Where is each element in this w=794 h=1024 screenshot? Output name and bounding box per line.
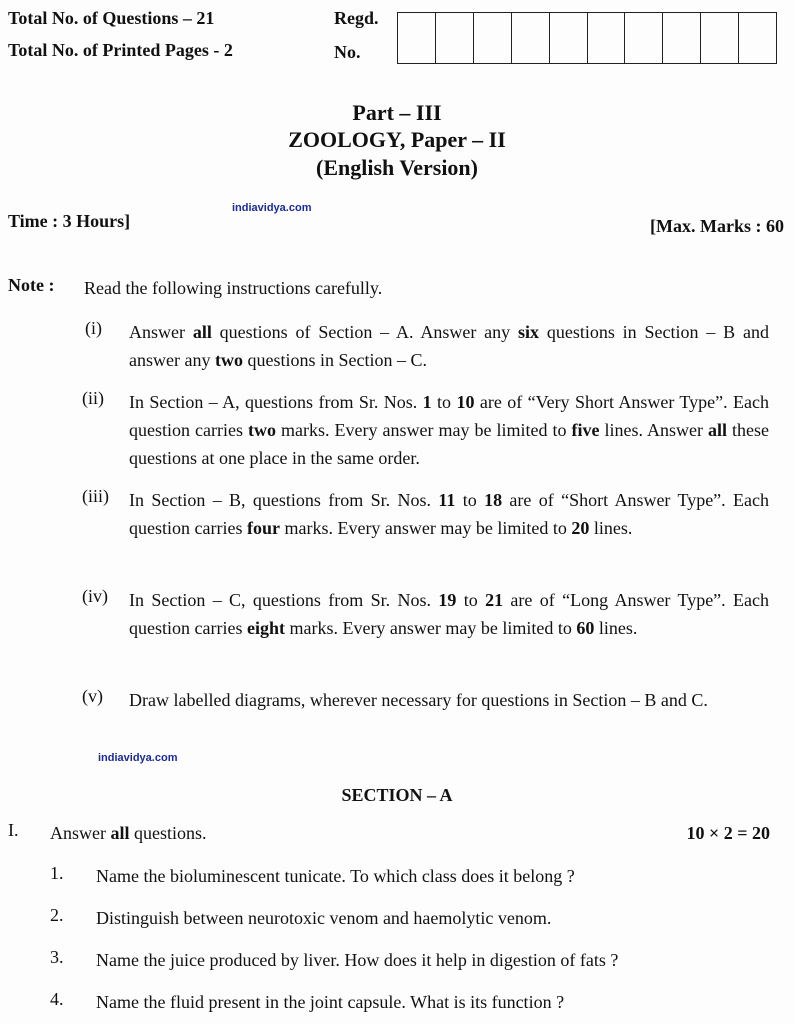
regd-box	[512, 13, 550, 63]
bold-term: four	[246, 518, 280, 538]
bold-term: 20	[571, 518, 590, 538]
bold-term: all	[192, 322, 212, 342]
note-item-num: (i)	[85, 318, 102, 338]
text-run: are of “Short Answer Type”. Each question carries	[129, 490, 769, 538]
note-item-num: (v)	[82, 686, 103, 706]
total-questions: Total No. of Questions – 21	[8, 8, 215, 28]
text-run: to	[431, 392, 457, 412]
regd-box	[474, 13, 512, 63]
text-run: questions in Section – B and answer any	[129, 322, 769, 370]
question-text: Distinguish between neurotoxic venom and haemolytic venom.	[96, 908, 552, 928]
note-item-text	[129, 318, 769, 374]
text-run: marks. Every answer may be limited to	[275, 420, 572, 440]
regd-label: Regd.	[334, 8, 379, 28]
section-a-heading: SECTION – A	[341, 785, 453, 805]
watermark: indiavidya.com	[98, 752, 178, 764]
text-run: questions in Section – C.	[242, 350, 427, 370]
note-item-text	[129, 686, 769, 714]
regd-box	[588, 13, 626, 63]
question-text: Name the fluid present in the joint capsule. What is its function ?	[96, 992, 565, 1012]
bold-term: 18	[484, 490, 503, 510]
note-item-text	[129, 586, 769, 642]
text-run: Answer	[129, 322, 193, 342]
text-run: are of “Long Answer Type”. Each question carries	[129, 590, 769, 638]
bold-term: two	[247, 420, 276, 440]
regd-box	[625, 13, 663, 63]
question-number: 2.	[50, 905, 64, 925]
max-marks: [Max. Marks : 60	[650, 216, 784, 236]
bold-term: 60	[576, 618, 595, 638]
question-text: Name the bioluminescent tunicate. To which class does it belong ?	[96, 866, 575, 886]
text-run: In Section – A, questions from Sr. Nos.	[129, 392, 423, 412]
regd-box	[398, 13, 436, 63]
bold-term: 21	[485, 590, 504, 610]
text-run: lines. Answer	[599, 420, 708, 440]
text-run: to	[456, 590, 486, 610]
bold-term: all	[708, 420, 728, 440]
text-run: these questions at one place in the same order.	[129, 420, 770, 468]
note-item-num: (iii)	[82, 486, 109, 506]
bold-term: two	[214, 350, 243, 370]
total-pages: Total No. of Printed Pages - 2	[8, 40, 233, 60]
text-run: are of “Very Short Answer Type”. Each question carries	[129, 392, 769, 440]
regd-box	[739, 13, 776, 63]
bold-term: six	[517, 322, 539, 342]
question-number: 4.	[50, 989, 64, 1009]
bold-term: all	[110, 823, 130, 843]
bold-term: 1	[422, 392, 432, 412]
bold-term: 19	[438, 590, 457, 610]
regd-box	[436, 13, 474, 63]
text-run: questions.	[129, 823, 207, 843]
time-allowed: Time : 3 Hours]	[8, 211, 131, 231]
text-run: marks. Every answer may be limited to	[284, 618, 577, 638]
note-item-text	[129, 486, 769, 542]
watermark: indiavidya.com	[232, 202, 312, 214]
note-item-num: (iv)	[82, 586, 108, 606]
text-run: Draw labelled diagrams, wherever necessary for questions in Section – B and C.	[129, 690, 708, 710]
note-item-num: (ii)	[82, 388, 104, 408]
text-run: to	[455, 490, 485, 510]
version-title: (English Version)	[316, 155, 478, 180]
bold-term: 11	[438, 490, 456, 510]
text-run: marks. Every answer may be limited to	[279, 518, 572, 538]
question-number: 3.	[50, 947, 64, 967]
bold-term: five	[571, 420, 600, 440]
text-run: lines.	[594, 618, 638, 638]
question-text: Name the juice produced by liver. How does it help in digestion of fats ?	[96, 950, 619, 970]
regd-box	[550, 13, 588, 63]
text-run: In Section – C, questions from Sr. Nos.	[129, 590, 439, 610]
registration-number-boxes	[397, 12, 777, 64]
question-number: 1.	[50, 863, 64, 883]
section-instruction	[50, 820, 207, 847]
note-intro: Read the following instructions carefully.	[84, 278, 383, 298]
text-run: In Section – B, questions from Sr. Nos.	[129, 490, 439, 510]
section-roman-numeral: I.	[8, 820, 19, 840]
part-title: Part – III	[352, 100, 442, 125]
regd-box	[701, 13, 739, 63]
text-run: Answer	[50, 823, 111, 843]
regd-box	[663, 13, 701, 63]
note-item-text	[129, 388, 769, 472]
subject-title: ZOOLOGY, Paper – II	[288, 127, 506, 152]
section-marks: 10 × 2 = 20	[686, 823, 770, 843]
bold-term: eight	[246, 618, 285, 638]
regd-no-label: No.	[334, 42, 361, 62]
note-label: Note :	[8, 275, 55, 295]
text-run: lines.	[589, 518, 633, 538]
bold-term: 10	[456, 392, 475, 412]
text-run: questions of Section – A. Answer any	[211, 322, 518, 342]
